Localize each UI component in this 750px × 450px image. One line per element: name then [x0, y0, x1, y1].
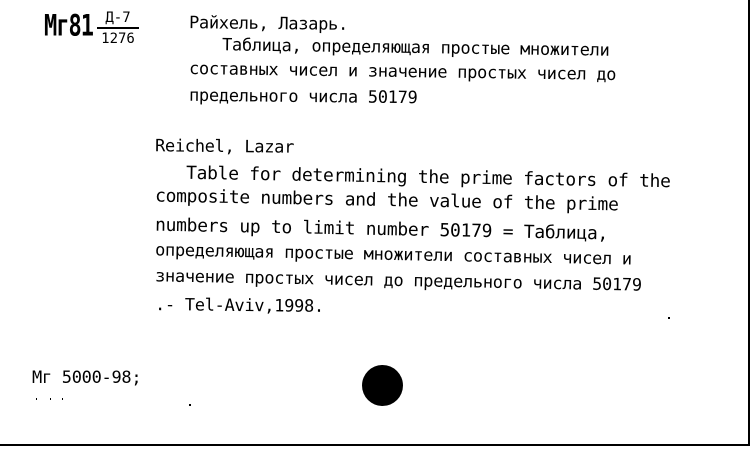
punch-hole	[362, 365, 403, 406]
russian-author: Райхель, Лазарь.	[188, 13, 349, 35]
scan-speck	[36, 398, 37, 400]
english-title-line-4: определяющая простые множители составных чисел и	[154, 240, 633, 270]
scan-speck	[668, 317, 670, 319]
russian-title-line-1: Таблица, определяющая простые множители	[221, 35, 610, 61]
inventory-number: Мг 5000-98;	[32, 368, 142, 388]
scan-speck	[62, 398, 63, 400]
english-title-line-5: значение простых чисел до предельного числа 50179	[154, 266, 642, 296]
classification-denominator: 1276	[101, 31, 135, 47]
english-author: Reichel, Lazar	[154, 136, 295, 158]
english-title-line-1: Table for determining the prime factors of the	[185, 162, 671, 193]
classification-numerator: Д-7	[97, 10, 139, 29]
scan-speck	[189, 404, 191, 406]
russian-title-line-2: составных чисел и значение простых чисел до	[188, 59, 617, 85]
classification-code	[97, 10, 139, 47]
english-title-line-3: numbers up to limit number 50179 = Таблица,	[154, 214, 609, 245]
english-title-line-2: composite numbers and the value of the prime	[154, 185, 619, 216]
shelf-mark: Мг81	[44, 10, 93, 44]
russian-title-line-3: предельного числа 50179	[188, 85, 418, 109]
imprint: .- Tel-Aviv,1998.	[154, 295, 325, 317]
scan-speck	[50, 398, 51, 400]
